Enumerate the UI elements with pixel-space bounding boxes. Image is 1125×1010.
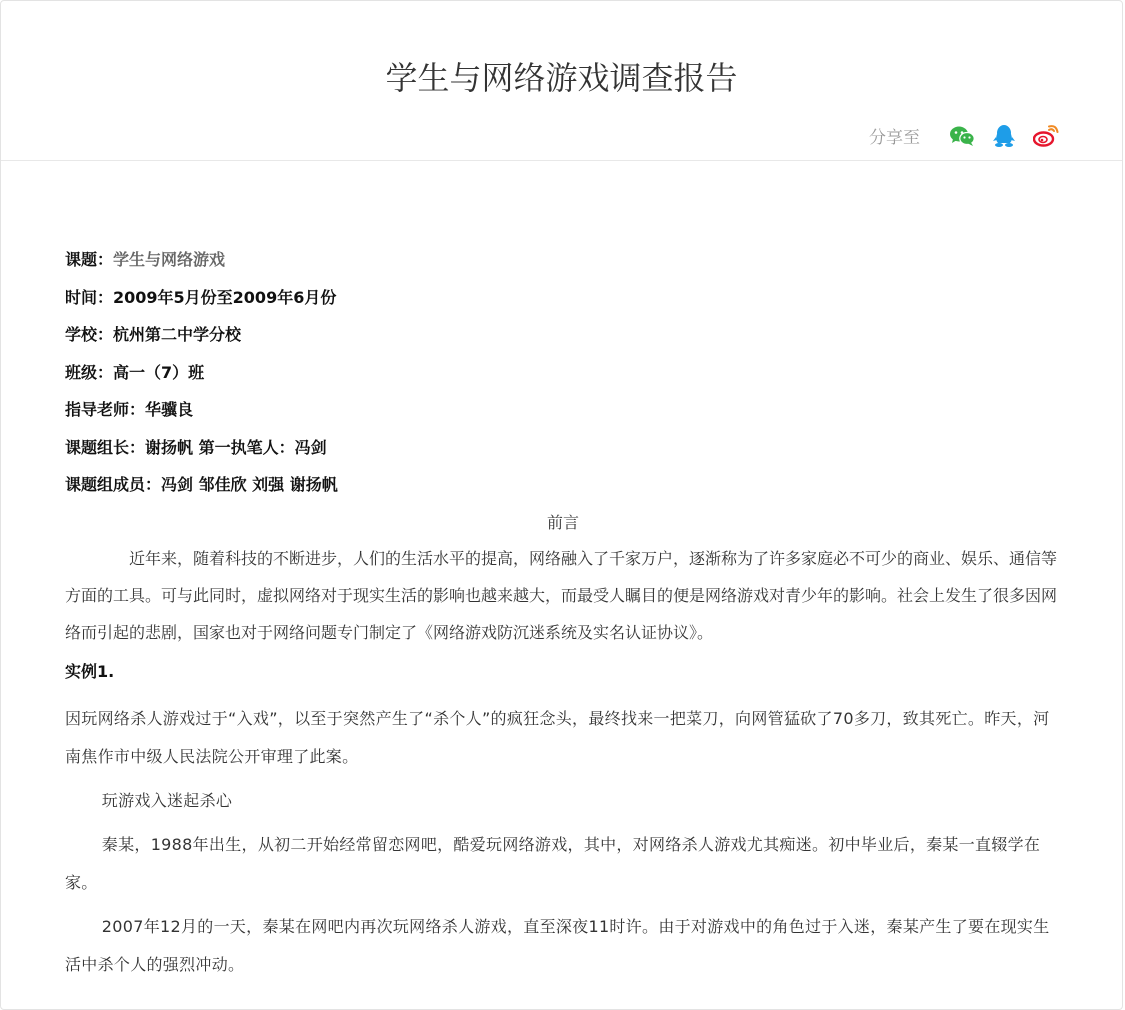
preface-heading: 前言 — [546, 512, 579, 532]
meta-members: 课题组成员：冯剑 邹佳欣 刘强 谢扬帆 — [65, 475, 338, 494]
example-paragraph-2: 2007年12月的一天，秦某在网吧内再次玩网络杀人游戏，直至深夜11时许。由于对游戏中的角色过于入迷，秦某产生了要在现实生活中杀个人的强烈冲动。 — [65, 916, 1050, 974]
example-subtitle: 玩游戏入迷起杀心 — [101, 790, 233, 810]
share-label: 分享至 — [869, 128, 920, 148]
example-heading: 实例1. — [65, 661, 115, 681]
meta-school: 学校：杭州第二中学分校 — [65, 325, 242, 344]
qq-icon[interactable] — [990, 124, 1018, 148]
meta-topic — [65, 241, 1061, 279]
weibo-icon[interactable] — [1032, 124, 1060, 148]
page-title: 学生与网络游戏调查报告 — [385, 59, 738, 97]
meta-time: 时间：2009年5月份至2009年6月份 — [65, 287, 337, 307]
example-paragraph-1: 秦某，1988年出生，从初二开始经常留恋网吧，酷爱玩网络游戏，其中，对网络杀人游戏尤其痴迷。初中毕业后，秦某一直辍学在家。 — [65, 834, 1041, 892]
meta-topic-label: 课题： — [65, 250, 114, 269]
meta-topic-value: 学生与网络游戏 — [113, 250, 226, 269]
meta-class: 班级：高一（7）班 — [65, 362, 205, 382]
article-body — [65, 241, 1061, 984]
article-header — [1, 1, 1122, 161]
share-bar — [869, 123, 1060, 148]
meta-leader: 课题组长：谢扬帆 第一执笔人：冯剑 — [65, 437, 327, 457]
example-intro: 因玩网络杀人游戏过于“入戏”，以至于突然产生了“杀个人”的疯狂念头，最终找来一把菜刀，向网管猛砍了70多刀，致其死亡。昨天，河南焦作市中级人民法院公开审理了此案。 — [65, 708, 1050, 766]
wechat-icon[interactable] — [948, 124, 976, 148]
preface-paragraph: 近年来，随着科技的不断进步，人们的生活水平的提高，网络融入了千家万户，逐渐称为了许多家庭必不可少的商业、娱乐、通信等方面的工具。可与此同时，虚拟网络对于现实生活的影响也越来越大，而最受人瞩目的便是网络游戏对青少年的影响。社会上发生了很多因网络而引起的悲剧，国家也对于网络问题专门制定了《网络游戏防沉迷系统及实名认证协议》。 — [65, 548, 1058, 642]
meta-teacher: 指导老师：华骥良 — [65, 400, 194, 419]
